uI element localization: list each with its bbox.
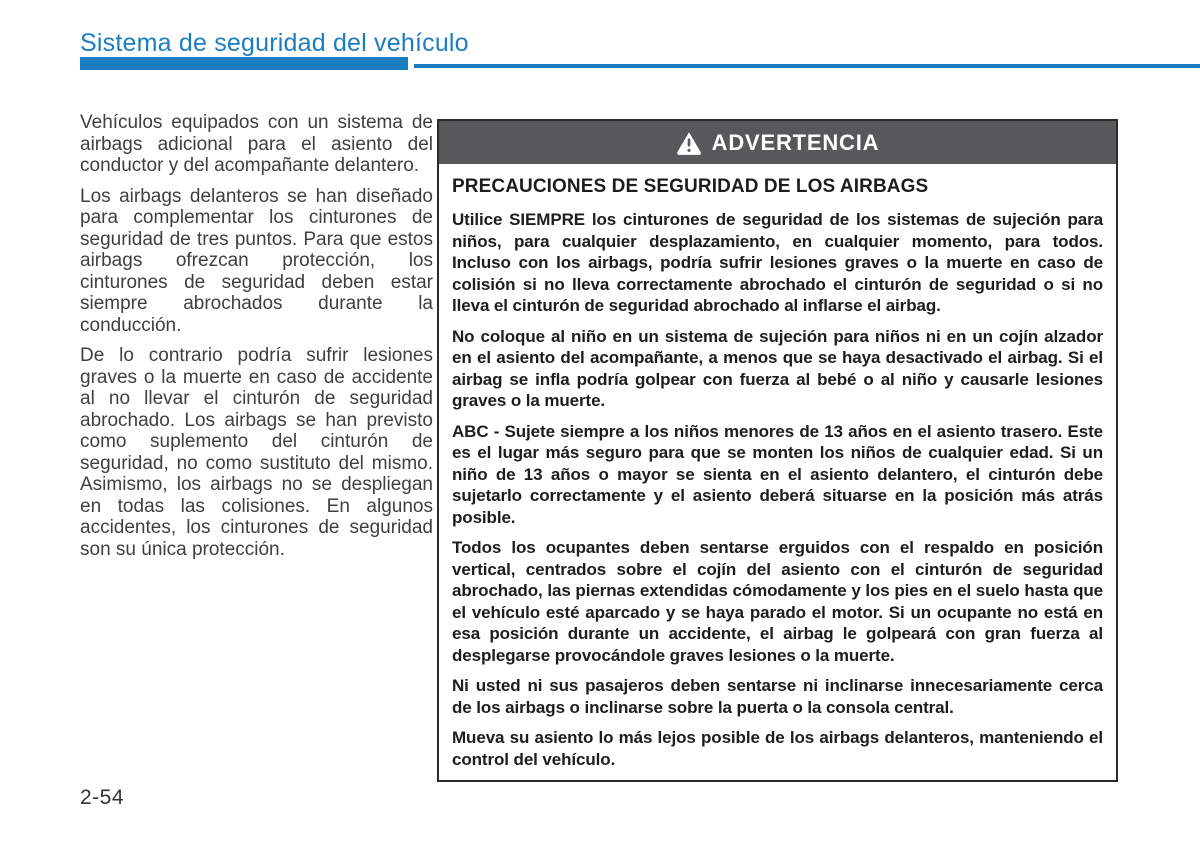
page-title: Sistema de seguridad del vehículo [80,29,469,57]
warning-title: ADVERTENCIA [711,129,880,155]
warning-heading: PRECAUCIONES DE SEGURIDAD DE LOS AIRBAGS [452,176,929,197]
warning-paragraph: Todos los ocupantes deben sentarse erguidos con el respaldo en posición vertical, centrados sobre el cojín del asiento con el cinturón de seguridad abrochado, las piernas extendidas cómodamente y los pies en el suelo hasta que el vehículo esté aparcado y se haya parado el motor. Si un ocupante no está en esa posición durante un accidente, el airbag le golpeará con gran fuerza al desplegarse provocándole graves lesiones o la muerte. [452,538,1103,665]
page-number: 2-54 [80,786,125,809]
body-column [80,112,433,569]
title-rule [414,64,1200,68]
warning-paragraph: Mueva su asiento lo más lejos posible de los airbags delanteros, manteniendo el control del vehículo. [452,728,1103,769]
body-paragraph: De lo contrario podría sufrir lesiones graves o la muerte en caso de accidente al no llevar el cinturón de seguridad abrochado. Los airbags se han previsto como suplemento del cinturón de seguridad, no como sustituto del mismo. Asimismo, los airbags no se despliegan en todas las colisiones. En algunos accidentes, los cinturones de seguridad son su única protección. [80,345,433,560]
warning-triangle-icon [676,131,702,155]
title-accent-bar [80,57,408,70]
body-paragraph: Los airbags delanteros se han diseñado para complementar los cinturones de seguridad de tres puntos. Para que estos airbags ofrezcan protección, los cinturones de seguridad deben estar siempre abrochados durante la conducción. [80,185,433,336]
warning-paragraph: No coloque al niño en un sistema de sujeción para niños ni en un cojín alzador en el asiento del acompañante, a menos que se haya desactivado el airbag. Si el airbag se infla podría golpear con fuerza al bebé o al niño y causarle lesiones graves o la muerte. [452,326,1103,410]
warning-paragraph: Ni usted ni sus pasajeros deben sentarse ni inclinarse innecesariamente cerca de los airbags o inclinarse sobre la puerta o la consola central. [452,676,1103,717]
warning-paragraph: ABC - Sujete siempre a los niños menores de 13 años en el asiento trasero. Este es el lugar más seguro para que se monten los niños de cualquier edad. Si un niño de 13 años o mayor se sienta en el asiento delantero, el cinturón debe sujetarlo correctamente y el asiento deberá situarse en la posición más atrás posible. [452,421,1103,527]
body-paragraph: Vehículos equipados con un sistema de airbags adicional para el asiento del conductor y del acompañante delantero. [80,112,433,176]
warning-header [439,121,1116,164]
warning-box [437,119,1118,782]
warning-body [439,164,1116,780]
warning-paragraph: Utilice SIEMPRE los cinturones de seguridad de los sistemas de sujeción para niños, para cualquier desplazamiento, en cualquier momento, para todos. Incluso con los airbags, podría sufrir lesiones graves o la muerte en caso de colisión si no lleva correctamente abrochado el cinturón de seguridad o si no lleva el cinturón de seguridad abrochado al inflarse el airbag. [452,210,1103,315]
